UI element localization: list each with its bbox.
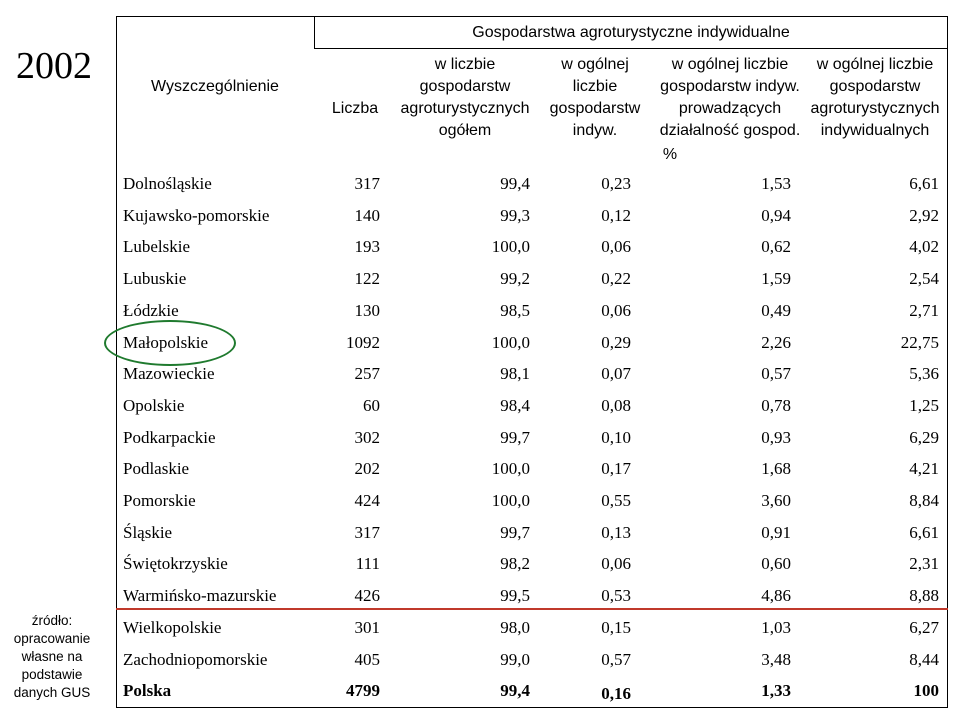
cell-col4: 1,68 bbox=[761, 459, 791, 479]
cell-col2: 98,5 bbox=[500, 300, 530, 320]
region-name: Pomorskie bbox=[123, 491, 196, 510]
cell-col4: 0,93 bbox=[761, 427, 791, 447]
cell-col2: 98,2 bbox=[500, 554, 530, 574]
col4-header: w ogólnej liczbie bbox=[671, 56, 789, 73]
cell-col5: 6,61 bbox=[909, 174, 939, 193]
cell-col4: 1,03 bbox=[761, 617, 791, 637]
cell-col2: 100,0 bbox=[491, 332, 530, 352]
cell-col3: 0,06 bbox=[601, 237, 631, 257]
percent-unit: % bbox=[662, 146, 678, 163]
cell-col1: 317 bbox=[354, 174, 380, 193]
cell-col1: 111 bbox=[355, 554, 380, 574]
cell-col5: 2,92 bbox=[909, 205, 939, 225]
cell-col1: 140 bbox=[354, 205, 380, 225]
cell-col4: 1,53 bbox=[761, 174, 791, 193]
cell-col1: 302 bbox=[354, 427, 380, 447]
cell-col2: 99,4 bbox=[500, 681, 530, 701]
col5-header: gospodarstw bbox=[829, 78, 921, 95]
region-name: Śląskie bbox=[123, 522, 173, 542]
cell-col3: 0,07 bbox=[601, 364, 631, 384]
cell-col4: 0,60 bbox=[761, 554, 791, 574]
group-title: Gospodarstwa agroturystyczne indywidualne bbox=[472, 24, 790, 41]
cell-col2: 99,2 bbox=[500, 269, 530, 289]
header-divider-horizontal bbox=[314, 48, 948, 49]
col3-header: indyw. bbox=[572, 122, 618, 139]
cell-col1: 60 bbox=[363, 395, 380, 415]
cell-col1: 202 bbox=[354, 459, 380, 479]
cell-col5: 5,36 bbox=[909, 364, 939, 384]
cell-col5: 6,29 bbox=[909, 427, 939, 447]
region-name: Mazowieckie bbox=[123, 364, 215, 384]
cell-col1: 4799 bbox=[346, 681, 380, 701]
col4-header: prowadzących bbox=[678, 100, 782, 117]
source-note bbox=[2, 612, 102, 702]
region-name: Świętokrzyskie bbox=[123, 554, 228, 574]
cell-col3: 0,08 bbox=[601, 395, 631, 415]
cell-col3: 0,55 bbox=[601, 491, 631, 510]
cell-col4: 0,94 bbox=[761, 205, 791, 225]
cell-col3: 0,12 bbox=[601, 205, 631, 225]
cell-col4: 4,86 bbox=[761, 586, 791, 606]
cell-col2: 98,1 bbox=[500, 364, 530, 384]
cell-col4: 0,91 bbox=[761, 522, 791, 542]
col5-header: indywidualnych bbox=[820, 122, 930, 139]
source-line: podstawie bbox=[21, 667, 83, 682]
col2-header: ogółem bbox=[438, 122, 492, 139]
col5-header: agroturystycznych bbox=[810, 100, 940, 117]
cell-col2: 99,7 bbox=[500, 427, 530, 447]
cell-col4: 0,78 bbox=[761, 395, 791, 415]
cell-col1: 317 bbox=[354, 522, 380, 542]
cell-col1: 1092 bbox=[346, 332, 380, 352]
cell-col2: 99,0 bbox=[500, 649, 530, 669]
spec-header: Wyszczególnienie bbox=[151, 78, 279, 95]
region-name: Polska bbox=[123, 681, 172, 701]
region-name: Lubuskie bbox=[123, 269, 187, 289]
cell-col5: 2,54 bbox=[909, 269, 939, 289]
col3-header: gospodarstw bbox=[549, 100, 641, 117]
cell-col5: 8,84 bbox=[909, 491, 939, 510]
cell-col3: 0,13 bbox=[601, 522, 631, 542]
highlight-circle bbox=[104, 320, 236, 366]
col4-header: gospodarstw indyw. bbox=[660, 78, 800, 95]
cell-col2: 98,0 bbox=[500, 617, 530, 637]
cell-col4: 0,62 bbox=[761, 237, 791, 257]
cell-col5: 100 bbox=[913, 681, 939, 701]
col5-header: w ogólnej liczbie bbox=[816, 56, 934, 73]
cell-col5: 4,21 bbox=[909, 459, 939, 479]
source-line: źródło: bbox=[31, 613, 73, 628]
col3-header: w ogólnej bbox=[561, 56, 629, 73]
region-name: Łódzkie bbox=[123, 300, 179, 320]
cell-col3: 0,53 bbox=[601, 586, 631, 606]
col4-header: działalność gospod. bbox=[659, 122, 801, 139]
region-name: Lubelskie bbox=[123, 237, 191, 257]
cell-col3: 0,10 bbox=[601, 427, 631, 447]
region-name: Warmińsko-mazurskie bbox=[123, 586, 277, 606]
region-name: Dolnośląskie bbox=[123, 174, 212, 193]
region-name: Zachodniopomorskie bbox=[123, 649, 268, 669]
cell-col4: 3,48 bbox=[761, 649, 791, 669]
col2-header: w liczbie bbox=[434, 56, 496, 73]
source-line: danych GUS bbox=[13, 685, 91, 700]
cell-col2: 100,0 bbox=[491, 491, 530, 510]
cell-col4: 0,57 bbox=[761, 364, 791, 384]
source-line: własne na bbox=[21, 649, 83, 664]
cell-col3: 0,15 bbox=[601, 617, 631, 637]
cell-col2: 98,4 bbox=[500, 395, 530, 415]
region-name: Podlaskie bbox=[123, 459, 190, 479]
cell-col3: 0,23 bbox=[601, 174, 631, 193]
region-name: Małopolskie bbox=[123, 332, 208, 352]
region-name: Kujawsko-pomorskie bbox=[123, 205, 270, 225]
cell-col4: 1,59 bbox=[761, 269, 791, 289]
col2-header: gospodarstw bbox=[419, 78, 511, 95]
cell-col5: 8,44 bbox=[909, 649, 939, 669]
cell-col2: 99,3 bbox=[500, 205, 530, 225]
year-label: 2002 bbox=[16, 45, 92, 87]
cell-col5: 6,27 bbox=[909, 617, 939, 637]
cell-col2: 100,0 bbox=[491, 237, 530, 257]
cell-col1: 405 bbox=[354, 649, 380, 669]
cell-col2: 99,4 bbox=[500, 174, 530, 193]
cell-col2: 99,7 bbox=[500, 522, 530, 542]
cell-col4: 1,33 bbox=[761, 681, 791, 701]
cell-col1: 193 bbox=[354, 237, 380, 257]
cell-col3: 0,06 bbox=[601, 554, 631, 574]
cell-col3: 0,29 bbox=[601, 332, 631, 352]
cell-col3: 0,06 bbox=[601, 300, 631, 320]
cell-col5: 22,75 bbox=[900, 332, 939, 352]
cell-col5: 8,88 bbox=[909, 586, 939, 606]
cell-col3: 0,17 bbox=[601, 459, 631, 479]
region-name: Wielkopolskie bbox=[123, 617, 222, 637]
source-line: opracowanie bbox=[13, 631, 91, 646]
cell-col2: 99,5 bbox=[500, 586, 530, 606]
col3-header: liczbie bbox=[572, 78, 618, 95]
cell-col3: 0,22 bbox=[601, 269, 631, 289]
cell-col5: 2,31 bbox=[909, 554, 939, 574]
col2-header: agroturystycznych bbox=[400, 100, 530, 117]
cell-col2: 100,0 bbox=[491, 459, 530, 479]
cell-col1: 426 bbox=[354, 586, 380, 606]
cell-col4: 2,26 bbox=[761, 332, 791, 352]
cell-col3: 0,16 bbox=[601, 684, 631, 704]
cell-col5: 4,02 bbox=[909, 237, 939, 257]
red-underline bbox=[116, 608, 948, 610]
cell-col5: 1,25 bbox=[909, 395, 939, 415]
cell-col4: 0,49 bbox=[761, 300, 791, 320]
region-name: Opolskie bbox=[123, 395, 185, 415]
cell-col1: 122 bbox=[354, 269, 380, 289]
cell-col1: 257 bbox=[354, 364, 380, 384]
col1-header: Liczba bbox=[331, 100, 379, 117]
cell-col1: 130 bbox=[354, 300, 380, 320]
cell-col5: 6,61 bbox=[909, 522, 939, 542]
cell-col1: 424 bbox=[354, 491, 380, 510]
cell-col3: 0,57 bbox=[601, 649, 631, 669]
cell-col4: 3,60 bbox=[761, 491, 791, 510]
region-name: Podkarpackie bbox=[123, 427, 216, 447]
cell-col5: 2,71 bbox=[909, 300, 939, 320]
cell-col1: 301 bbox=[354, 617, 380, 637]
